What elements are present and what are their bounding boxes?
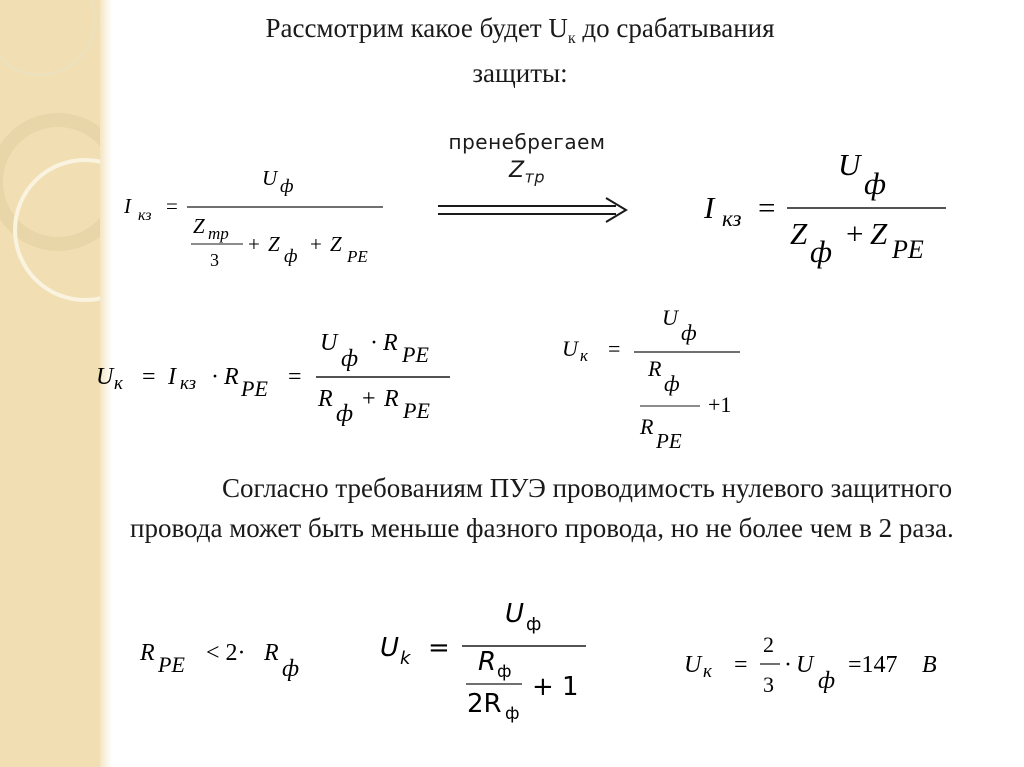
f1-den-z-sub: тр: [208, 224, 229, 243]
f3-den2: R: [384, 386, 399, 412]
formula-rpe-condition: [139, 640, 299, 682]
f1-lhs-sub: кз: [138, 207, 152, 224]
f6-num: U: [505, 599, 525, 629]
f7-lhs-sub: к: [703, 661, 712, 682]
f4-lhs: U: [562, 336, 578, 361]
f3-num-r-sub: PE: [402, 342, 429, 367]
f3-r-sub: PE: [241, 376, 268, 401]
f7-coef-num: 2: [763, 632, 774, 657]
f1-num: U: [262, 166, 278, 190]
f3-eq2: =: [288, 364, 302, 390]
f7-dot: ·: [784, 652, 792, 678]
f7-equals: =: [734, 652, 748, 678]
f3-num-sub: ф: [341, 346, 359, 372]
f4-inner-den-sub: PE: [656, 429, 682, 453]
f2-equals: =: [758, 190, 776, 225]
f1-den-t3: Z: [330, 232, 342, 256]
f2-plus: +: [846, 216, 864, 251]
f5-rel: < 2·: [206, 640, 246, 666]
f2-den1-sub: ф: [810, 234, 833, 269]
f4-lhs-sub: к: [580, 346, 588, 365]
requirement-paragraph: [130, 468, 1010, 548]
f4-inner-den: R: [640, 414, 654, 439]
f4-num-sub: ф: [681, 320, 697, 345]
formula-ikz-simple: [703, 147, 946, 269]
f3-lhs-sub: к: [114, 373, 123, 394]
f6-inner-den-sub: ф: [505, 704, 520, 724]
arrow-symbol-z: Z: [508, 158, 525, 183]
formula-uk-product: [96, 330, 450, 427]
f4-plus-one: +1: [708, 392, 732, 417]
f5-lhs-sub: PE: [158, 652, 185, 677]
f3-r: R: [224, 364, 239, 390]
f6-lhs-sub: k: [400, 648, 411, 669]
f2-num: U: [838, 147, 861, 182]
f7-coef-den: 3: [763, 672, 774, 697]
f6-equals: =: [428, 633, 450, 663]
f2-den1: Z: [790, 216, 808, 251]
f1-plus2: +: [310, 232, 322, 256]
f4-inner-num-sub: ф: [664, 371, 680, 396]
f1-lhs: I: [124, 194, 131, 218]
title-line2: защиты:: [472, 58, 568, 88]
f3-mid: I: [168, 364, 176, 390]
arrow-symbol-sub: тр: [524, 167, 546, 187]
f6-inner-den: 2R: [467, 689, 502, 719]
f1-num-sub: ф: [280, 176, 294, 197]
f7-u: U: [796, 652, 814, 678]
f1-den-three: 3: [210, 250, 219, 270]
implication-arrow: [438, 198, 626, 222]
f3-dot1: ·: [211, 364, 219, 390]
title-line1-end: до срабатывания: [575, 13, 775, 43]
f3-num: U: [320, 330, 338, 356]
f6-num-sub: ф: [526, 614, 542, 635]
title-line1: Рассмотрим какое будет U: [265, 13, 568, 43]
f4-inner-num: R: [648, 356, 662, 381]
formula-uk-result: [684, 632, 937, 697]
f3-den2-sub: PE: [403, 398, 430, 423]
f2-lhs-sub: кз: [722, 206, 742, 231]
f1-den-z: Z: [193, 214, 205, 238]
f1-plus1: +: [248, 232, 260, 256]
f3-den1-sub: ф: [336, 401, 354, 427]
f6-lhs: U: [380, 633, 400, 663]
f2-den2-sub: PE: [892, 235, 924, 264]
f2-num-sub: ф: [864, 166, 887, 201]
f1-equals: =: [166, 194, 178, 218]
f4-num: U: [662, 305, 678, 330]
f3-num-r: R: [383, 330, 398, 356]
f7-value: =147: [848, 652, 898, 678]
title-subscript: к: [567, 30, 576, 47]
f6-inner-num: R: [478, 647, 497, 677]
formula-ikz-full: [123, 166, 383, 270]
f2-lhs: I: [704, 190, 715, 225]
f3-den1: R: [318, 386, 333, 412]
f3-lhs: U: [96, 364, 114, 390]
f7-unit: B: [922, 652, 937, 678]
f7-lhs: U: [684, 652, 702, 678]
f3-mid-sub: кз: [180, 373, 197, 394]
f3-plus: +: [362, 386, 376, 412]
f5-rhs-sub: ф: [282, 656, 300, 682]
formula-uk-ratio: [562, 305, 740, 453]
f5-lhs: R: [140, 640, 155, 666]
f1-den-t2-sub: ф: [284, 246, 298, 267]
f4-equals: =: [608, 336, 621, 361]
f1-den-t2: Z: [268, 232, 280, 256]
formula-uk-two: [380, 599, 586, 724]
f5-rhs: R: [264, 640, 279, 666]
f7-u-sub: ф: [818, 668, 836, 694]
f6-inner-num-sub: ф: [497, 662, 512, 682]
f3-eq1: =: [142, 364, 156, 390]
paragraph-text: Согласно требованиям ПУЭ проводимость нулевого защитного провода может быть меньше фазного провода, но не более чем в 2 раза.: [130, 473, 954, 543]
f6-plus-one: + 1: [532, 672, 579, 702]
f2-den2: Z: [870, 216, 888, 251]
f1-den-t3-sub: PE: [347, 247, 368, 266]
arrow-label-text: пренебрегаем: [448, 130, 606, 154]
f3-dot2: ·: [370, 330, 378, 356]
